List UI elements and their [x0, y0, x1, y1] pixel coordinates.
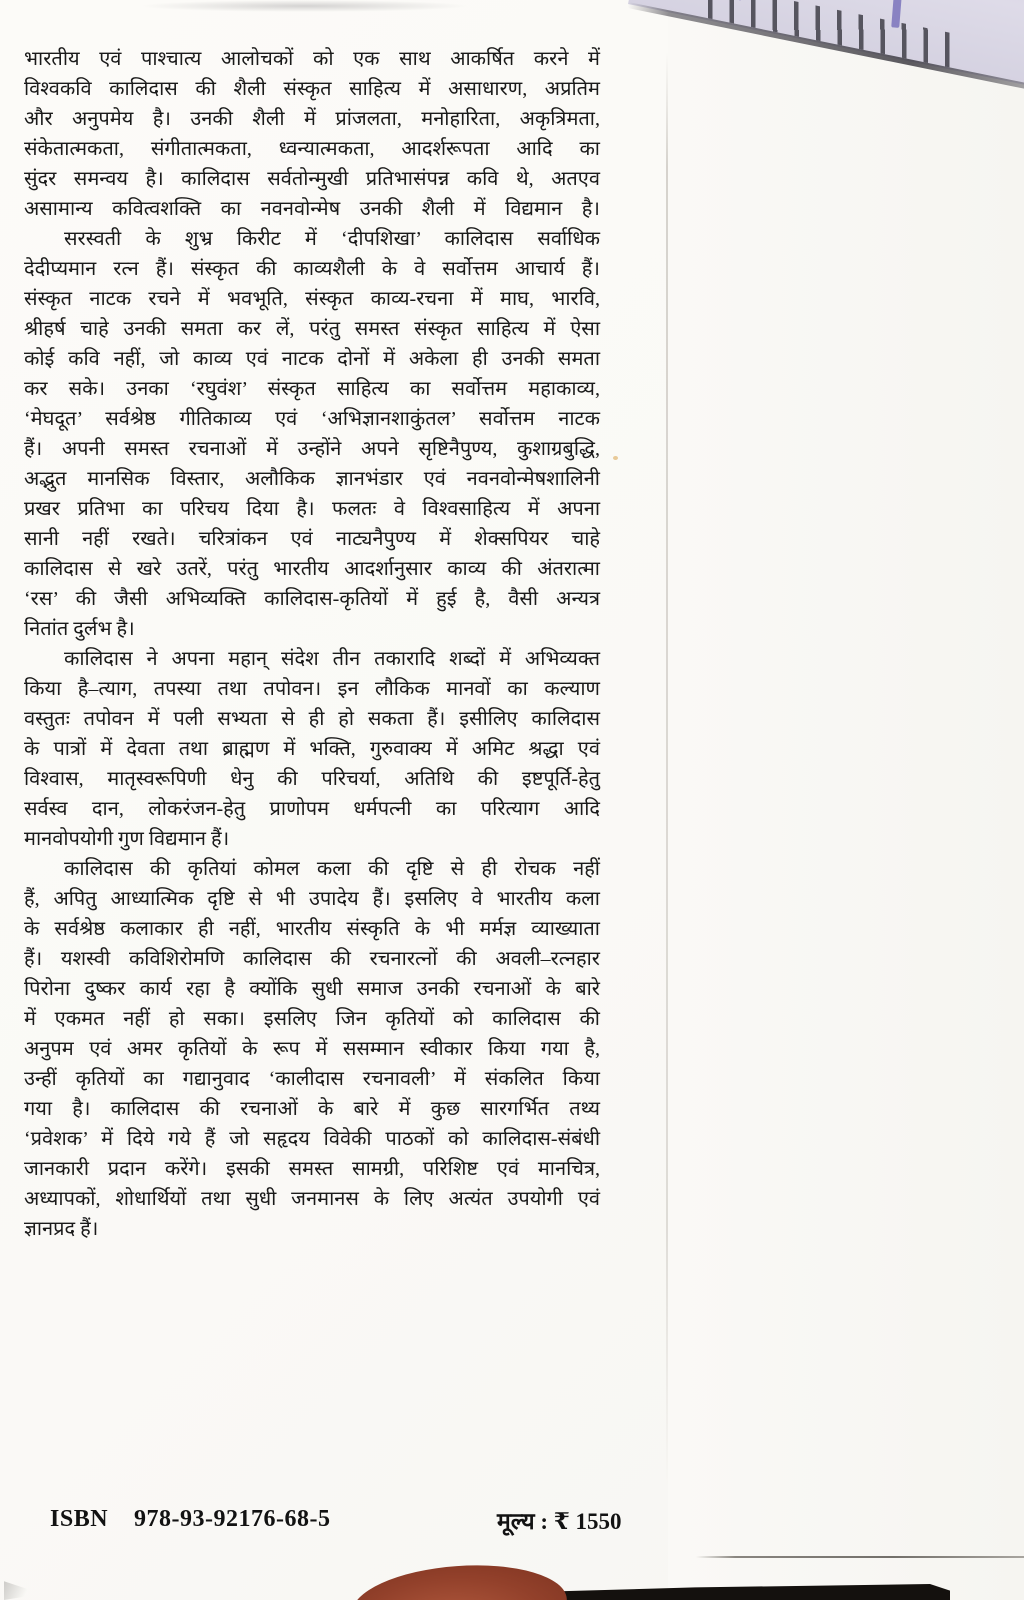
text-line: किया है–त्याग, तपस्या तथा तपोवन। इन लौकिक मानवों का कल्याण — [24, 678, 600, 700]
paragraph-2 — [24, 224, 600, 644]
text-line: श्रीहर्ष चाहे उनकी समता कर लें, परंतु समस्त संस्कृत साहित्य में ऐसा — [24, 318, 600, 340]
text-line: ‘मेघदूत’ सर्वश्रेष्ठ गीतिकाव्य एवं ‘अभिज्ञानशाकुंतल’ सर्वोत्तम नाटक — [24, 408, 600, 430]
text-line: गया है। कालिदास की रचनाओं के बारे में कुछ सारगर्भित तथ्य — [24, 1098, 600, 1120]
imprint-row — [50, 1506, 640, 1533]
text-line: सानी नहीं रखते। चरित्रांकन एवं नाट्यनैपुण्य में शेक्सपियर चाहे — [24, 528, 600, 550]
text-line: कालिदास ने अपना महान् संदेश तीन तकारादि शब्दों में अभिव्यक्त — [64, 648, 600, 670]
text-line: देदीप्यमान रत्न हैं। संस्कृत की काव्यशैली के वे सर्वोत्तम आचार्य हैं। — [24, 258, 600, 280]
text-line: अनुपम एवं अमर कृतियों के रूप में ससम्मान स्वीकार किया गया है, — [24, 1038, 600, 1060]
text-line: हैं। अपनी समस्त रचनाओं में उन्होंने अपने सृष्टिनैपुण्य, कुशाग्रबुद्धि, — [24, 438, 600, 460]
scan-smudge — [140, 0, 470, 12]
text-line: संकेतात्मकता, संगीतात्मकता, ध्वन्यात्मकता, आदर्शरूपता आदि का — [24, 138, 600, 160]
text-line: नितांत दुर्लभ है। — [24, 618, 135, 640]
text-line: के सर्वश्रेष्ठ कलाकार ही नहीं, भारतीय संस्कृति के भी मर्मज्ञ व्याख्याता — [24, 918, 600, 940]
adjacent-page-surface — [668, 0, 1024, 1600]
text-line: ‘प्रवेशक’ में दिये गये हैं जो सहृदय विवेकी पाठकों को कालिदास-संबंधी — [24, 1128, 600, 1150]
text-line: कालिदास से खरे उतरें, परंतु भारतीय आदर्शानुसार काव्य की अंतरात्मा — [24, 558, 600, 580]
price-value: मूल्य : ₹ 1550 — [497, 1509, 622, 1534]
text-line: विश्वास, मातृस्वरूपिणी धेनु की परिचर्या, अतिथि की इष्टपूर्ति-हेतु — [24, 768, 600, 790]
text-line: वस्तुतः तपोवन में पली सभ्यता से ही हो सकता हैं। इसीलिए कालिदास — [24, 708, 600, 730]
text-line: सर्वस्व दान, लोकरंजन-हेतु प्राणोपम धर्मपत्नी का परित्याग आदि — [24, 798, 600, 820]
text-line: प्रखर प्रतिभा का परिचय दिया है। फलतः वे विश्वसाहित्य में अपना — [24, 498, 600, 520]
isbn-value: 978-93-92176-68-5 — [134, 1506, 331, 1532]
text-line: ‘रस’ की जैसी अभिव्यक्ति कालिदास-कृतियों में हुई है, वैसी अन्यत्र — [24, 588, 600, 610]
text-line: पिरोना दुष्कर कार्य रहा है क्योंकि सुधी समाज उनकी रचनाओं के बारे — [24, 978, 600, 1000]
holder-thumb — [349, 1559, 569, 1600]
isbn-label: ISBN — [50, 1506, 109, 1532]
text-line: सुंदर समन्वय है। कालिदास सर्वतोन्मुखी प्रतिभासंपन्न कवि थे, अतएव — [24, 168, 600, 190]
paper-speck — [613, 456, 618, 460]
page-edge-line — [696, 1556, 1024, 1558]
text-line: अद्भुत मानसिक विस्तार, अलौकिक ज्ञानभंडार एवं नवनवोन्मेषशालिनी — [24, 468, 600, 490]
text-line: उन्हीं कृतियों का गद्यानुवाद ‘कालीदास रचनावली’ में संकलित किया — [24, 1068, 600, 1090]
text-line: जानकारी प्रदान करेंगे। इसकी समस्त सामग्री, परिशिष्ट एवं मानचित्र, — [24, 1158, 600, 1180]
text-line: अध्यापकों, शोधार्थियों तथा सुधी जनमानस के लिए अत्यंत उपयोगी एवं — [24, 1188, 600, 1210]
text-line: ज्ञानप्रद हैं। — [24, 1218, 99, 1240]
text-line: कालिदास की कृतियां कोमल कला की दृष्टि से ही रोचक नहीं — [64, 858, 600, 880]
text-line: भारतीय एवं पाश्चात्य आलोचकों को एक साथ आकर्षित करने में — [24, 48, 600, 70]
blurb-text-column — [24, 44, 600, 1244]
text-line: हैं। यशस्वी कविशिरोमणि कालिदास की रचनारत्नों की अवली–रत्नहार — [24, 948, 600, 970]
text-line: संस्कृत नाटक रचने में भवभूति, संस्कृत काव्य-रचना में माघ, भारवि, — [24, 288, 600, 310]
text-line: मानवोपयोगी गुण विद्यमान हैं। — [24, 828, 230, 850]
text-line: असामान्य कवित्वशक्ति का नवनवोन्मेष उनकी शैली में विद्यमान है। — [24, 198, 600, 220]
paragraph-1 — [24, 44, 600, 224]
text-line: कर सके। उनका ‘रघुवंश’ संस्कृत साहित्य का सर्वोत्तम महाकाव्य, — [24, 378, 600, 400]
text-line: हैं, अपितु आध्यात्मिक दृष्टि से भी उपादेय हैं। इसलिए वे भारतीय कला — [24, 888, 600, 910]
page-edge-crease — [666, 52, 668, 1486]
paragraph-4 — [24, 854, 600, 1244]
text-line: सरस्वती के शुभ्र किरीट में ‘दीपशिखा’ कालिदास सर्वाधिक — [64, 228, 600, 250]
text-line: कोई कवि नहीं, जो काव्य एवं नाटक दोनों में अकेला ही उनकी समता — [24, 348, 600, 370]
text-line: विश्वकवि कालिदास की शैली संस्कृत साहित्य में असाधारण, अप्रतिम — [24, 78, 600, 100]
paragraph-3 — [24, 644, 600, 854]
text-line: और अनुपमेय है। उनकी शैली में प्रांजलता, मनोहारिता, अकृत्रिमता, — [24, 108, 600, 130]
corner-smudge — [4, 1578, 42, 1600]
text-line: में एकमत नहीं हो सका। इसलिए जिन कृतियों को कालिदास की — [24, 1008, 600, 1030]
text-line: के पात्रों में देवता तथा ब्राह्मण में भक्ति, गुरुवाक्य में अमिट श्रद्धा एवं — [24, 738, 600, 760]
